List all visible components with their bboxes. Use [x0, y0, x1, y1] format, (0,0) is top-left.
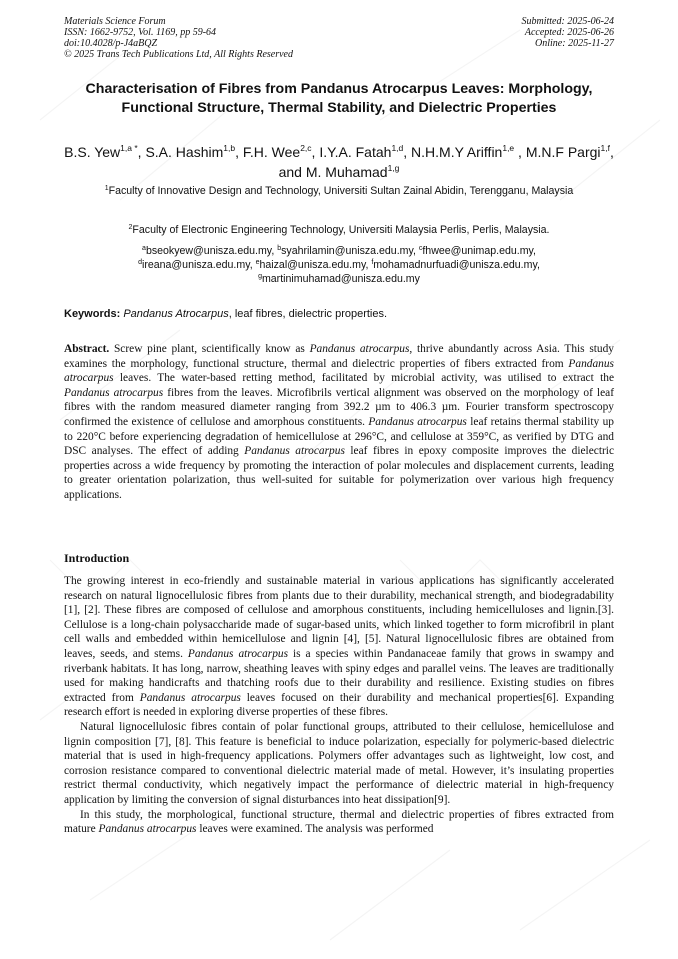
email-mark: c: [418, 245, 423, 252]
journal-issn: ISSN: 1662-9752, Vol. 1169, pp 59-64: [64, 27, 217, 38]
paper-title: Characterisation of Fibres from Pandanus Atrocarpus Leaves: Morphology, Functional Structure, Thermal Stability, and Dielectric Properties: [85, 81, 593, 116]
affiliation-text: Faculty of Innovative Design and Technology, Universiti Sultan Zainal Abidin, Terengganu, Malaysia: [108, 185, 574, 197]
abstract: [64, 342, 614, 503]
email-mark: g: [258, 273, 262, 280]
keywords-label: Keywords:: [64, 308, 121, 320]
email-mark: f: [371, 259, 374, 266]
email-address: martinimuhamad@unisza.edu.my: [261, 273, 420, 285]
author-affiliation-mark: 1,e: [502, 143, 515, 153]
author-affiliation-mark: 1,a *: [120, 143, 138, 153]
email-mark: e: [255, 259, 260, 266]
italic-term: Pandanus atrocarpus: [309, 343, 410, 355]
affiliation-text: Faculty of Electronic Engineering Technology, Universiti Malaysia Perlis, Perlis, Malaysia.: [132, 224, 550, 236]
paragraph-text: The growing interest in eco-friendly and sustainable material in various applications has significantly accelerated research on natural lignocellulosic fibres from plants due to their durability, mechanical strength, and biodegradability [1], [2]. These fibres are composed of cellulose and amorphous constituents, including hemicelluloses and lignin.[3]. Cellulose is a long-chain polysaccharide made of sugar-based units, which linked together to form microfibril in plant cell walls and embedded within hemicellulose and lignin [4], [5]. Natural lignocellulosic fibres are obtained from leaves, seeds, and stems.: [64, 575, 614, 660]
abstract-text: , thrive abundantly across Asia. This study examines the morphology, functional structure, thermal and dielectric properties of fibers extracted from: [64, 343, 615, 370]
keyword-text: , leaf fibres, dielectric properties.: [228, 308, 388, 320]
author-separator: ,: [235, 144, 243, 160]
italic-term: Pandanus atrocarpus: [64, 386, 164, 399]
abstract-text: leaves. The water-based retting method, facilitated by microbial activity, was utilised to extract the: [113, 372, 614, 385]
abstract-text: leaf fibres in epoxy composite improves the dielectric properties across a wide frequency by promoting the interaction of polar molecules and displacement currents, leading to greater orientation polarization, thus well-suited for suitable for polymerization over various high frequency applications.: [64, 445, 615, 501]
abstract-body: [64, 343, 614, 501]
affiliation-2: [64, 223, 614, 237]
introduction-body: [64, 574, 614, 837]
author-name: S.A. Hashim: [145, 144, 224, 160]
paragraph-text: is a species within Pandanaceae family that grows in swampy and riverbank habitats. It has long, narrow, sheathing leaves with spiny edges and parallel veins. The leaves are traditionally used for making handicrafts and thatching roofs due to their durability and resilience. Existing studies on fibres extracted from: [64, 647, 614, 704]
section-heading-introduction: Introduction: [64, 551, 130, 565]
paragraph-text: leaves were examined. The analysis was performed: [196, 823, 434, 836]
paragraph-text: leaves focused on their durability and mechanical properties[6]. Expanding research effort is needed in exploring diverse properties of these fibres.: [64, 691, 614, 719]
paragraph-text: Natural lignocellulosic fibres contain of polar functional groups, attributed to their cellulose, hemicellulose and lignin composition [7], [8]. This feature is beneficial to induce polarization, especially for polymeric-based dielectric material that is used in high-frequency applications. Polymers offer advantages such as lightweight, low cost, and corrosion resistance compared to conventional dielectric material made of metal. However, it’s insulating properties restrict thermal conductivity, which negatively impact the performance of dielectric material in high-frequency application by limiting the conversion of signal disturbances into heat dissipation[9].: [64, 720, 614, 806]
italic-term: Pandanus atrocarpus: [244, 445, 345, 458]
journal-info: [64, 16, 293, 60]
journal-copyright: © 2025 Trans Tech Publications Ltd, All Rights Reserved: [64, 49, 293, 60]
author-name: I.Y.A. Fatah: [319, 144, 392, 160]
email-address: mohamadnurfuadi@unisza.edu.my,: [373, 259, 540, 271]
introduction-paragraph: [64, 808, 614, 837]
journal-doi: doi:10.4028/p-J4aBQZ: [64, 38, 158, 49]
submitted-date: Submitted: 2025-06-24: [521, 16, 614, 27]
abstract-text: leaf retains thermal stability up to 220°C before experiencing degradation of hemicellulose at 296°C, and cellulose at 359°C, as verified by DTG and DSC analyses. The effect of adding: [64, 415, 615, 458]
author-affiliation-mark: 2,c: [300, 143, 312, 153]
email-mark: a: [142, 245, 146, 252]
introduction-paragraph: [64, 720, 614, 808]
author-name: N.H.M.Y Ariffin: [411, 144, 503, 160]
author-name: F.H. Wee: [242, 144, 301, 160]
email-address: syahrilamin@unisza.edu.my,: [281, 245, 419, 257]
email-mark: b: [277, 245, 282, 252]
author-separator: ,: [137, 144, 146, 160]
italic-term: Pandanus Atrocarpus: [123, 308, 229, 320]
email-line: [64, 272, 614, 286]
accepted-date: Accepted: 2025-06-26: [524, 27, 614, 38]
email-line: [64, 244, 614, 258]
abstract-label: Abstract.: [64, 343, 110, 355]
author-name: M.N.F Pargi: [525, 144, 601, 160]
affiliation-mark: 1: [104, 185, 109, 192]
submission-dates: [522, 16, 615, 49]
author-separator: ,: [403, 144, 412, 160]
author-emails: [64, 244, 614, 286]
author-separator: , and: [278, 144, 614, 180]
italic-term: Pandanus atrocarpus: [98, 823, 197, 836]
author-affiliation-mark: 1,f: [600, 143, 610, 153]
abstract-text: Screw pine plant, scientifically know as: [109, 343, 310, 355]
keywords: [64, 307, 614, 321]
email-address: bseokyew@unisza.edu.my,: [145, 245, 278, 257]
email-line: [64, 258, 614, 272]
italic-term: Pandanus atrocarpus: [368, 415, 467, 428]
author-affiliation-mark: 1,g: [387, 163, 400, 173]
author-affiliation-mark: 1,b: [223, 143, 236, 153]
affiliation-mark: 2: [128, 224, 133, 231]
journal-name: Materials Science Forum: [64, 16, 166, 27]
keywords-list: [120, 308, 387, 320]
italic-term: Pandanus atrocarpus: [187, 647, 289, 660]
online-date: Online: 2025-11-27: [535, 38, 614, 49]
author-name: M. Muhamad: [305, 164, 388, 180]
author-separator: ,: [311, 144, 320, 160]
italic-term: Pandanus atrocarpus: [139, 691, 241, 704]
author-affiliation-mark: 1,d: [391, 143, 404, 153]
email-mark: d: [138, 259, 142, 266]
italic-term: Pandanus atrocarpus: [64, 357, 614, 385]
introduction-paragraph: [64, 574, 614, 720]
email-address: haizal@unisza.edu.my,: [259, 259, 372, 271]
abstract-text: fibres from the leaves. Microfibrils vertical alignment was observed on the morphology of leaf fibres with the random measured diameter ranging from 392.2 µm to 406.3 µm. Fourier transform spectroscopy confirmed the existence of cellulose and amorphous constituents.: [64, 386, 615, 428]
author-list: [60, 142, 618, 182]
author-separator: ,: [514, 144, 526, 160]
paragraph-text: In this study, the morphological, functional structure, thermal and dielectric properties of fibres extracted from mature: [64, 808, 614, 836]
email-address: fhwee@unimap.edu.my,: [422, 245, 536, 257]
affiliation-1: [64, 184, 614, 198]
author-name: B.S. Yew: [64, 144, 121, 160]
email-address: ireana@unisza.edu.my,: [141, 259, 256, 271]
